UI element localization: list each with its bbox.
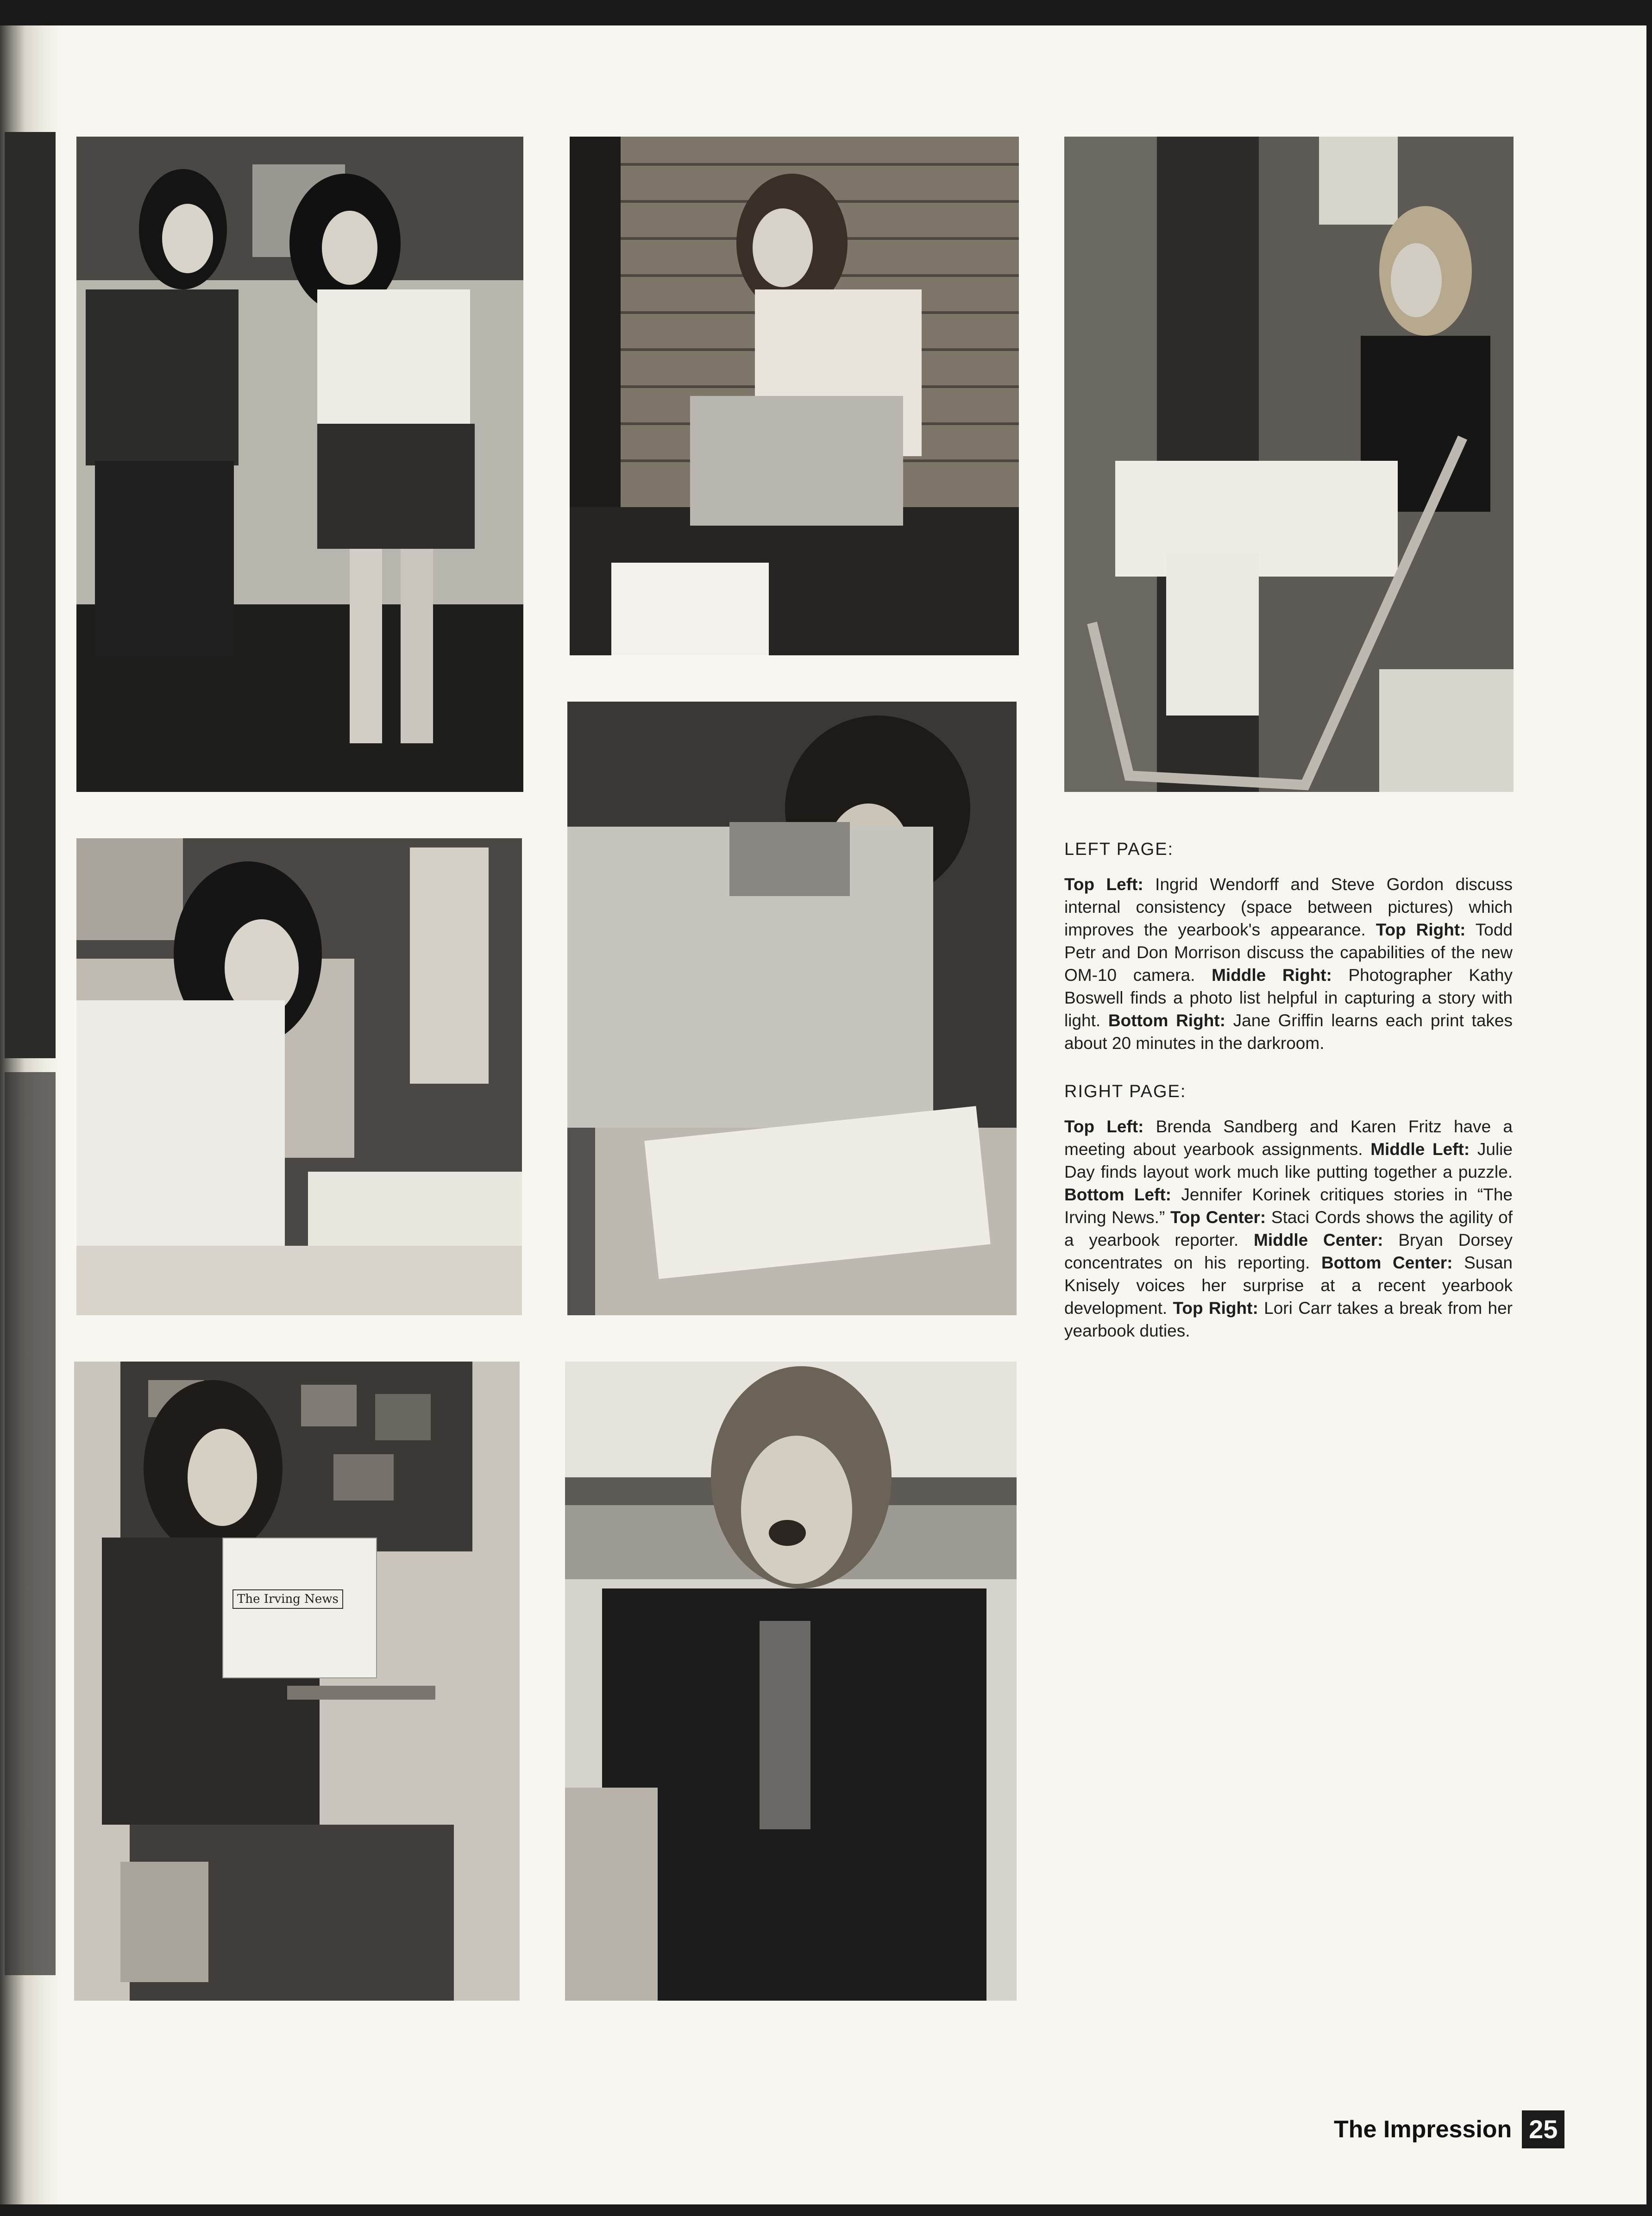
caption-label: Top Left: (1064, 1117, 1144, 1136)
page-number: 25 (1522, 2110, 1564, 2148)
caption-text: Bryan Dorsey concentrates on his reporting. (1064, 1230, 1513, 1272)
caption-text: Photographer Kathy Boswell finds a photo list helpful in capturing a story with light. (1064, 966, 1513, 1030)
caption-text: Susan Knisely voices her surprise at a recent yearbook development. (1064, 1253, 1513, 1318)
photo-top-center (570, 137, 1019, 655)
photo-middle-left (76, 838, 522, 1315)
right-page-caption (1064, 1115, 1513, 1342)
caption-label: Top Right: (1376, 920, 1466, 939)
caption-text: Brenda Sandberg and Karen Fritz have a meeting about yearbook assignments. (1064, 1117, 1513, 1159)
the-irving-news-sign (222, 1538, 377, 1678)
caption-label: Bottom Right: (1108, 1011, 1225, 1030)
caption-text: Ingrid Wendorff and Steve Gordon discuss internal consistency (space between pictures) which improves the yearbook's appearance. (1064, 875, 1513, 939)
caption-block (1064, 838, 1513, 1368)
caption-text: Julie Day finds layout work much like putting together a puzzle. (1064, 1140, 1513, 1181)
photo-middle-center (567, 702, 1017, 1315)
caption-label: Middle Center: (1254, 1230, 1383, 1249)
left-page-caption (1064, 873, 1513, 1055)
publication-title: The Impression (1334, 2116, 1512, 2143)
caption-label: Bottom Center: (1321, 1253, 1453, 1272)
right-page-heading: RIGHT PAGE: (1064, 1082, 1187, 1101)
photo-bottom-left (74, 1362, 520, 2001)
caption-text: Jane Griffin learns each print takes about 20 minutes in the darkroom. (1064, 1011, 1513, 1053)
caption-label: Top Center: (1170, 1208, 1266, 1227)
caption-text: Jennifer Korinek critiques stories in “The Irving News.” (1064, 1185, 1513, 1227)
caption-label: Top Right: (1173, 1299, 1258, 1318)
page-footer (1334, 2109, 1564, 2149)
photo-top-left (76, 137, 523, 792)
caption-label: Bottom Left: (1064, 1185, 1171, 1204)
caption-text: Staci Cords shows the agility of a yearbook reporter. (1064, 1208, 1513, 1249)
caption-label: Middle Left: (1370, 1140, 1470, 1159)
caption-text: Todd Petr and Don Morrison discuss the capabilities of the new OM-10 camera. (1064, 920, 1513, 985)
adjacent-page-edge (5, 132, 56, 1058)
photo-top-right (1064, 137, 1514, 792)
sign-text: The Irving News (232, 1589, 343, 1609)
adjacent-page-edge (5, 1072, 56, 1975)
caption-label: Top Left: (1064, 875, 1143, 894)
caption-text: Lori Carr takes a break from her yearbook duties. (1064, 1299, 1513, 1340)
left-page-heading: LEFT PAGE: (1064, 840, 1174, 859)
caption-label: Middle Right: (1212, 966, 1332, 985)
binding-gutter (0, 25, 63, 2204)
photo-bottom-center (565, 1362, 1017, 2001)
